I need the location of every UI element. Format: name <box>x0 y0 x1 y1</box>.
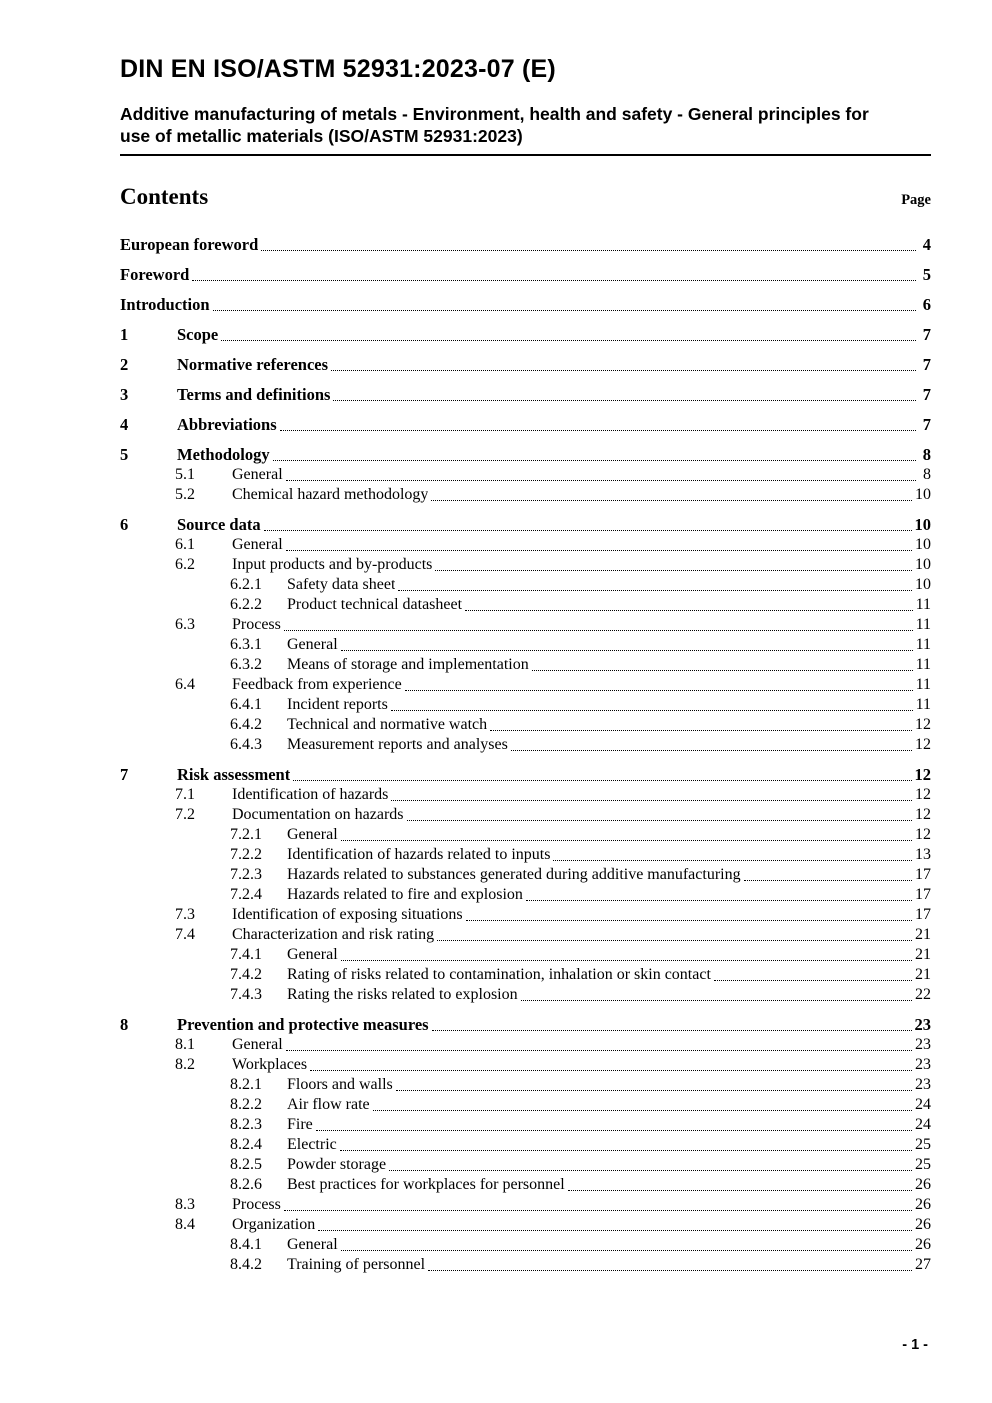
dot-leader <box>386 1155 915 1175</box>
toc-entry-title: Normative references <box>177 355 329 374</box>
dot-leader <box>338 635 916 655</box>
dot-leader <box>307 1055 915 1075</box>
toc-entry <box>120 1175 931 1195</box>
toc-entry-title: Hazards related to substances generated during additive manufacturing <box>287 866 741 883</box>
toc-entry <box>120 465 931 485</box>
toc-entry-number: 7.2 <box>175 806 195 823</box>
toc-entry <box>120 1095 931 1115</box>
toc-page-number: 25 <box>915 1136 931 1153</box>
toc-entry-number: 7.2.2 <box>230 846 262 863</box>
toc-entry-number: 8.1 <box>175 1036 195 1053</box>
toc-entry <box>120 845 931 865</box>
dot-leader <box>518 985 915 1005</box>
toc-page-number: 7 <box>922 325 931 344</box>
toc-entry <box>120 485 931 505</box>
toc-page-number: 10 <box>915 486 931 503</box>
dot-leader <box>404 805 916 825</box>
toc-entry-number: 8.3 <box>175 1196 195 1213</box>
toc-entry-title: General <box>287 636 338 653</box>
toc-entry-title: Identification of hazards <box>232 786 389 803</box>
toc-entry-number: 1 <box>120 325 129 344</box>
toc-entry <box>120 635 931 655</box>
toc-entry <box>120 865 931 885</box>
toc-entry-title: Technical and normative watch <box>287 716 488 733</box>
toc-entry <box>120 655 931 675</box>
toc-entry <box>120 615 931 635</box>
toc-entry-title: Floors and walls <box>287 1076 393 1093</box>
dot-leader <box>463 905 915 925</box>
toc-entry <box>120 965 931 985</box>
dot-leader <box>402 675 916 695</box>
toc-entry-title: Chemical hazard methodology <box>232 486 429 503</box>
toc-page-number: 11 <box>915 676 931 693</box>
toc-entry-title: Source data <box>177 515 261 534</box>
toc-entry-title: General <box>232 466 283 483</box>
dot-leader <box>487 715 915 735</box>
dot-leader <box>565 1175 915 1195</box>
toc-entry <box>120 715 931 735</box>
toc-entry-number: 3 <box>120 385 129 404</box>
toc-entry-title: Electric <box>287 1136 337 1153</box>
toc-page-number: 12 <box>915 716 931 733</box>
toc-page-number: 12 <box>915 736 931 753</box>
toc-page-number: 11 <box>915 636 931 653</box>
toc-page-number: 10 <box>915 556 931 573</box>
dot-leader <box>741 865 915 885</box>
toc-entry <box>120 925 931 945</box>
toc-entry <box>120 1115 931 1135</box>
toc-entry-title: Organization <box>232 1216 316 1233</box>
toc-page-number: 26 <box>915 1216 931 1233</box>
toc-entry-title: Process <box>232 1196 281 1213</box>
toc-entry-number: 6.2.1 <box>230 576 262 593</box>
toc-entry <box>120 905 931 925</box>
toc-entry-title: Characterization and risk rating <box>232 926 435 943</box>
toc-entry-number: 5 <box>120 445 129 464</box>
dot-leader <box>508 735 915 755</box>
dot-leader <box>277 415 919 435</box>
toc-entry-number: 7.2.3 <box>230 866 262 883</box>
toc-page-number: 8 <box>923 466 931 483</box>
contents-header-row <box>120 183 931 211</box>
toc-entry-title: General <box>287 946 338 963</box>
toc-page-number: 10 <box>915 576 931 593</box>
toc-entry-number: 6.3.2 <box>230 656 262 673</box>
toc-entry-number: 8.4 <box>175 1216 195 1233</box>
toc-entry-title: Hazards related to fire and explosion <box>287 886 523 903</box>
toc-entry-title: Powder storage <box>287 1156 387 1173</box>
dot-leader <box>337 1135 915 1155</box>
toc-entry-number: 8.2.6 <box>230 1176 262 1193</box>
dot-leader <box>258 235 919 255</box>
toc-entry-title: Risk assessment <box>177 765 291 784</box>
dot-leader <box>338 1235 915 1255</box>
dot-leader <box>462 595 916 615</box>
dot-leader <box>281 615 916 635</box>
toc-page-number: 6 <box>922 295 931 314</box>
toc-entry <box>120 785 931 805</box>
toc-entry-title: General <box>232 1036 283 1053</box>
toc-page-number: 17 <box>915 906 931 923</box>
toc-page-number: 4 <box>922 235 931 254</box>
toc-page-number: 25 <box>915 1156 931 1173</box>
toc-entry-number: 6 <box>120 515 129 534</box>
toc-entry-number: 6.4.3 <box>230 736 262 753</box>
toc-page-number: 10 <box>915 536 931 553</box>
toc-entry <box>120 515 931 535</box>
dot-leader <box>290 765 914 785</box>
dot-leader <box>395 575 915 595</box>
toc-entry-number: 7.4.1 <box>230 946 262 963</box>
toc-entry <box>120 325 931 345</box>
dot-leader <box>281 1195 915 1215</box>
document-title: Additive manufacturing of metals - Environment, health and safety - General principles for use of metallic materials (ISO/ASTM 52931:2023) <box>120 104 869 146</box>
toc-page-number: 8 <box>922 445 931 464</box>
toc-entry-number: 6.3 <box>175 616 195 633</box>
toc-page-number: 12 <box>915 786 931 803</box>
toc-page-number: 23 <box>915 1036 931 1053</box>
dot-leader <box>270 445 919 465</box>
toc-entry-title: Air flow rate <box>287 1096 370 1113</box>
dot-leader <box>523 885 915 905</box>
toc-page-number: 7 <box>922 415 931 434</box>
toc-page-number: 7 <box>922 385 931 404</box>
toc-entry-title: Means of storage and implementation <box>287 656 529 673</box>
toc-entry-title: Fire <box>287 1116 313 1133</box>
toc-entry-title: Best practices for workplaces for personnel <box>287 1176 565 1193</box>
toc-entry-number: 8.2.5 <box>230 1156 262 1173</box>
toc-entry-number: 8.2.2 <box>230 1096 262 1113</box>
toc-entry <box>120 805 931 825</box>
toc-entry <box>120 555 931 575</box>
dot-leader <box>328 355 919 375</box>
toc-entry-title: Rating of risks related to contamination, inhalation or skin contact <box>287 966 711 983</box>
toc-entry-number: 6.2.2 <box>230 596 262 613</box>
toc-entry-title: Foreword <box>120 265 190 284</box>
toc-entry-title: Product technical datasheet <box>287 596 463 613</box>
toc-entry-title: Abbreviations <box>177 415 277 434</box>
toc-entry <box>120 1135 931 1155</box>
toc-entry-title: Introduction <box>120 295 210 314</box>
document-number: DIN EN ISO/ASTM 52931:2023-07 (E) <box>120 55 556 83</box>
toc-entry-number: 6.4.2 <box>230 716 262 733</box>
page-number-footer: - 1 - <box>902 1337 928 1353</box>
toc-entry-number: 8.2 <box>175 1056 195 1073</box>
dot-leader <box>283 465 919 485</box>
toc-page-number: 17 <box>915 866 931 883</box>
dot-leader <box>393 1075 915 1095</box>
toc-page-number: 13 <box>915 846 931 863</box>
toc-entry <box>120 1075 931 1095</box>
toc-entry-number: 8.2.4 <box>230 1136 262 1153</box>
toc-entry <box>120 575 931 595</box>
toc-entry <box>120 235 931 255</box>
toc-page-number: 23 <box>915 1076 931 1093</box>
toc-entry-title: Incident reports <box>287 696 388 713</box>
toc-page-number: 11 <box>915 656 931 673</box>
toc-entry <box>120 265 931 285</box>
toc-entry-number: 8.2.1 <box>230 1076 262 1093</box>
toc-entry-number: 7.2.4 <box>230 886 262 903</box>
toc-entry-title: General <box>287 1236 338 1253</box>
toc-entry-title: Input products and by-products <box>232 556 433 573</box>
toc-entry <box>120 355 931 375</box>
toc-entry <box>120 945 931 965</box>
toc-entry <box>120 595 931 615</box>
toc-entry-number: 7.4.2 <box>230 966 262 983</box>
toc-page-number: 26 <box>915 1176 931 1193</box>
toc-entry-number: 8.2.3 <box>230 1116 262 1133</box>
toc-page-number: 23 <box>914 1015 931 1034</box>
toc-entry-number: 6.2 <box>175 556 195 573</box>
dot-leader <box>315 1215 915 1235</box>
dot-leader <box>550 845 915 865</box>
toc-page-number: 11 <box>915 616 931 633</box>
toc-entry-title: Workplaces <box>232 1056 308 1073</box>
dot-leader <box>313 1115 915 1135</box>
dot-leader <box>388 785 915 805</box>
toc-page-number: 11 <box>915 596 931 613</box>
toc-entry-number: 8.4.2 <box>230 1256 262 1273</box>
toc-entry-number: 5.2 <box>175 486 195 503</box>
toc-entry <box>120 1255 931 1275</box>
toc-page-number: 21 <box>915 966 931 983</box>
toc-page-number: 23 <box>915 1056 931 1073</box>
toc-entry <box>120 385 931 405</box>
toc-entry <box>120 1215 931 1235</box>
toc-entry <box>120 695 931 715</box>
toc-page-number: 11 <box>915 696 931 713</box>
toc-entry-number: 6.1 <box>175 536 195 553</box>
dot-leader <box>189 265 919 285</box>
toc-entry-title: Safety data sheet <box>287 576 396 593</box>
toc-entry-title: Process <box>232 616 281 633</box>
toc-page-number: 22 <box>915 986 931 1003</box>
toc-entry-title: Scope <box>177 325 219 344</box>
toc-entry <box>120 535 931 555</box>
toc-entry <box>120 825 931 845</box>
dot-leader <box>261 515 915 535</box>
toc-entry <box>120 885 931 905</box>
toc-entry <box>120 735 931 755</box>
dot-leader <box>338 825 915 845</box>
toc-entry-title: Rating the risks related to explosion <box>287 986 518 1003</box>
toc-entry-number: 7.4 <box>175 926 195 943</box>
toc-entry-number: 2 <box>120 355 129 374</box>
toc-entry-number: 7 <box>120 765 129 784</box>
toc-entry-number: 6.3.1 <box>230 636 262 653</box>
toc-entry-number: 4 <box>120 415 129 434</box>
toc-list <box>120 235 931 1275</box>
toc-page-number: 12 <box>915 826 931 843</box>
toc-page-number: 17 <box>915 886 931 903</box>
toc-entry <box>120 675 931 695</box>
toc-entry <box>120 1195 931 1215</box>
toc-entry-title: Prevention and protective measures <box>177 1015 429 1034</box>
dot-leader <box>425 1255 915 1275</box>
toc-entry-title: Identification of exposing situations <box>232 906 463 923</box>
toc-entry <box>120 1055 931 1075</box>
dot-leader <box>370 1095 915 1115</box>
toc-entry-number: 7.2.1 <box>230 826 262 843</box>
toc-entry <box>120 1015 931 1035</box>
toc-entry-number: 6.4.1 <box>230 696 262 713</box>
toc-entry-title: Training of personnel <box>287 1256 426 1273</box>
toc-page-number: 24 <box>915 1116 931 1133</box>
dot-leader <box>432 555 915 575</box>
dot-leader <box>529 655 916 675</box>
toc-entry-number: 7.1 <box>175 786 195 803</box>
dot-leader <box>388 695 916 715</box>
toc-page-number: 5 <box>922 265 931 284</box>
toc-entry <box>120 1035 931 1055</box>
page-column-label: Page <box>901 192 931 208</box>
dot-leader <box>434 925 915 945</box>
title-divider <box>120 154 931 156</box>
toc-entry-number: 8 <box>120 1015 129 1034</box>
dot-leader <box>283 535 915 555</box>
dot-leader <box>283 1035 915 1055</box>
toc-entry-number: 5.1 <box>175 466 195 483</box>
dot-leader <box>711 965 915 985</box>
toc-entry <box>120 765 931 785</box>
toc-entry-title: Documentation on hazards <box>232 806 404 823</box>
toc-page-number: 24 <box>915 1096 931 1113</box>
dot-leader <box>429 1015 915 1035</box>
toc-page-number: 26 <box>915 1196 931 1213</box>
toc-entry-title: Methodology <box>177 445 270 464</box>
toc-entry-number: 7.4.3 <box>230 986 262 1003</box>
toc-entry <box>120 295 931 315</box>
dot-leader <box>218 325 919 345</box>
toc-page-number: 26 <box>915 1236 931 1253</box>
toc-page-number: 10 <box>914 515 931 534</box>
toc-page-number: 12 <box>914 765 931 784</box>
dot-leader <box>210 295 919 315</box>
dot-leader <box>330 385 919 405</box>
toc-entry-title: European foreword <box>120 235 259 254</box>
toc-entry-title: Measurement reports and analyses <box>287 736 508 753</box>
dot-leader <box>428 485 915 505</box>
toc-entry-title: Feedback from experience <box>232 676 402 693</box>
toc-entry-title: General <box>232 536 283 553</box>
toc-entry-title: Identification of hazards related to inputs <box>287 846 551 863</box>
toc-page-number: 12 <box>915 806 931 823</box>
toc-entry-title: Terms and definitions <box>177 385 331 404</box>
toc-entry <box>120 445 931 465</box>
toc-page-number: 7 <box>922 355 931 374</box>
toc-entry-number: 7.3 <box>175 906 195 923</box>
toc-page-number: 27 <box>915 1256 931 1273</box>
toc-entry-number: 8.4.1 <box>230 1236 262 1253</box>
toc-entry-title: General <box>287 826 338 843</box>
dot-leader <box>338 945 915 965</box>
page-content <box>120 0 931 1275</box>
toc-entry <box>120 1155 931 1175</box>
toc-entry <box>120 415 931 435</box>
toc-entry <box>120 985 931 1005</box>
toc-entry <box>120 1235 931 1255</box>
toc-page-number: 21 <box>915 926 931 943</box>
contents-heading: Contents <box>120 184 209 209</box>
toc-entry-number: 6.4 <box>175 676 195 693</box>
toc-page-number: 21 <box>915 946 931 963</box>
